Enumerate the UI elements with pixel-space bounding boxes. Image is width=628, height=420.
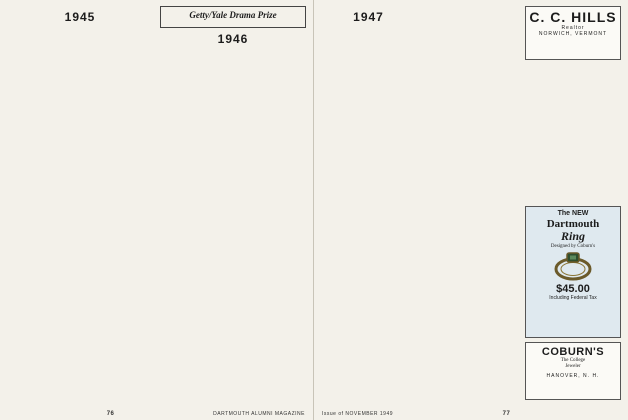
page-number: 77 [502,411,511,417]
right-column-1 [321,6,416,400]
real-estate-listings [525,64,621,202]
hills-location: NORWICH, VERMONT [538,31,608,37]
class-year-heading-1947: 1947 [353,10,384,24]
ring-ad-word: Ring [560,229,585,243]
hills-name: C. C. HILLS [529,9,617,25]
drama-prize-title: Getty/Yale Drama Prize [189,10,277,20]
right-page-footer [314,411,628,417]
left-columns [7,6,306,400]
hills-subtitle: Realtor [561,25,585,31]
right-column-2 [423,6,518,400]
page-number: 76 [106,411,115,417]
ring-ad-tax: Including Federal Tax [549,295,597,301]
coburn-town: HANOVER, N. H. [546,373,600,379]
right-page [314,0,628,420]
ad-sidebar [525,6,621,400]
ring-icon [550,251,596,281]
class-year-heading-1946: 1946 [217,32,249,46]
coburn-name: COBURN'S [541,346,605,358]
coburn-subtitle: Jeweler [565,364,581,369]
left-column-2 [160,6,306,400]
issue-date: Issue of NOVEMBER 1949 [322,411,394,417]
class-year-heading-1945: 1945 [64,10,96,24]
left-column-1 [7,6,153,400]
ring-ad-designer: Designed by Coburn's [550,244,596,249]
hills-realtor-ad [525,6,621,60]
coburn-subtitle: The College [560,358,586,363]
right-columns [321,6,621,400]
coburn-jeweler-ad [525,342,621,400]
magazine-title: DARTMOUTH ALUMNI MAGAZINE [213,411,305,417]
ring-ad-the: The NEW [557,210,589,217]
ring-ad-name: Dartmouth [546,218,600,230]
dartmouth-ring-ad [525,206,621,338]
ring-ad-price: $45.00 [556,283,590,295]
drama-prize-box [160,6,306,28]
left-page-footer [0,411,313,417]
